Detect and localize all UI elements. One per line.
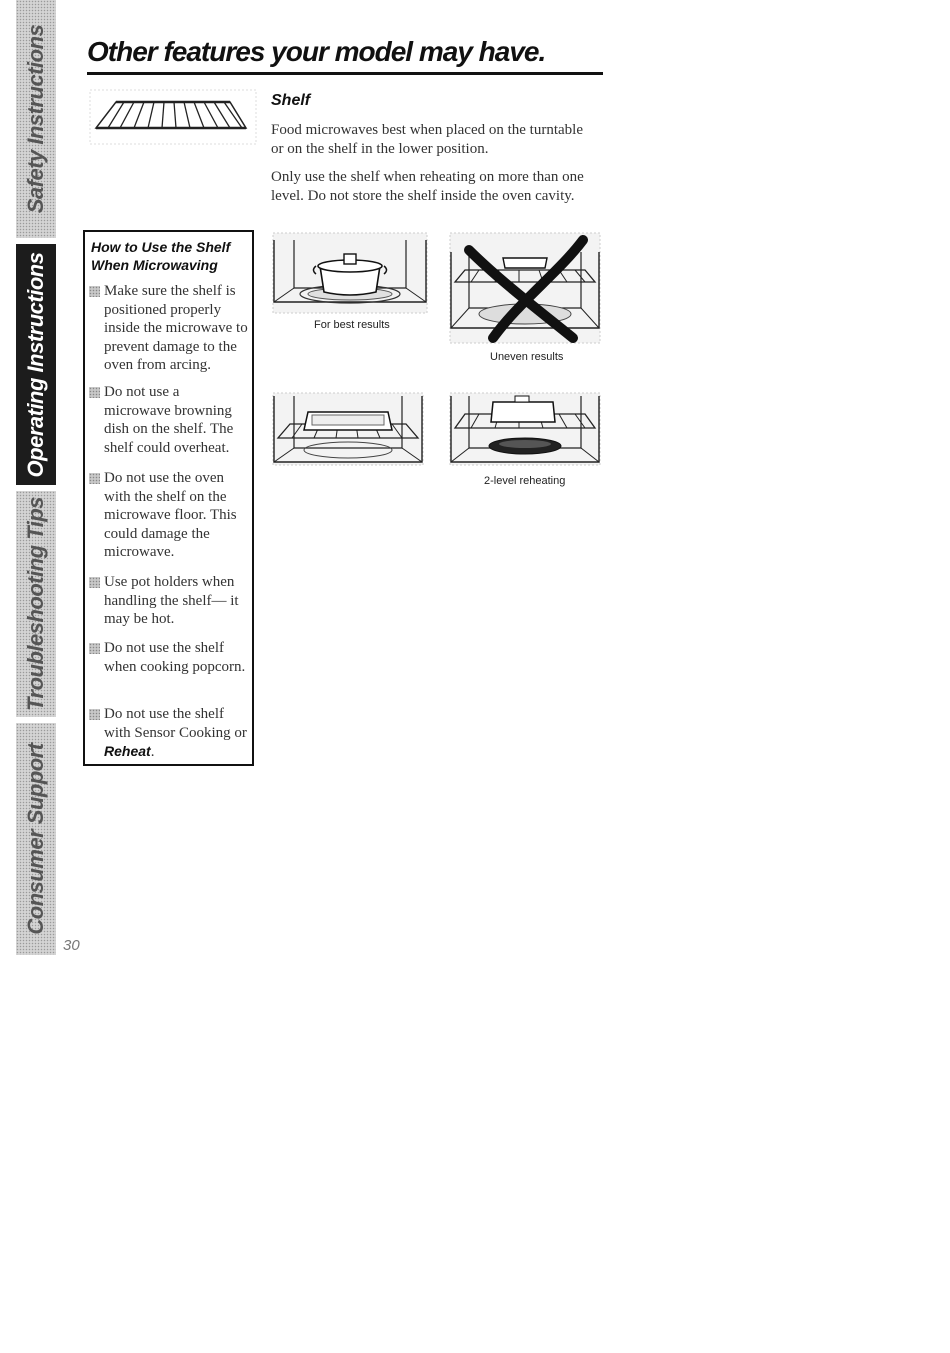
shelf-dish-illustration xyxy=(272,392,424,466)
bullet-square-icon xyxy=(89,709,100,720)
howto-bullet: Do not use the shelf when cooking popcorn. xyxy=(89,639,249,676)
bullet-square-icon xyxy=(89,387,100,398)
two-level-reheating-caption: 2-level reheating xyxy=(484,475,566,487)
shelf-paragraph: Food microwaves best when placed on the turntable or on the shelf in the lower position. xyxy=(271,122,583,157)
bullet-square-icon xyxy=(89,643,100,654)
howto-bullet: Make sure the shelf is positioned properly inside the microwave to prevent damage to the oven from arcing. xyxy=(89,282,249,375)
uneven-results-caption: Uneven results xyxy=(490,351,564,363)
tab-consumer-support[interactable] xyxy=(16,723,56,955)
howto-box xyxy=(83,230,254,766)
tab-label: Troubleshooting Tips xyxy=(23,496,48,712)
title-rule xyxy=(87,72,603,75)
shelf-heading: Shelf xyxy=(271,92,311,109)
bullet-square-icon xyxy=(89,286,100,297)
reheat-emphasis: Reheat xyxy=(104,743,151,759)
bullet-square-icon xyxy=(89,473,100,484)
howto-bullet: Do not use the shelf with Sensor Cooking or Reheat. xyxy=(89,705,249,762)
bullet-square-icon xyxy=(89,577,100,588)
tab-troubleshooting-tips[interactable] xyxy=(16,491,56,717)
tab-safety-instructions[interactable] xyxy=(16,0,56,238)
howto-bullet: Do not use a microwave browning dish on the shelf. The shelf could overheat. xyxy=(89,383,249,457)
shelf-illustration xyxy=(88,88,258,148)
best-results-caption: For best results xyxy=(314,319,390,331)
tab-label: Operating Instructions xyxy=(23,252,48,477)
howto-bullet: Use pot holders when handling the shelf— it may be hot. xyxy=(89,573,249,629)
uneven-results-illustration xyxy=(449,232,601,344)
two-level-reheating-illustration xyxy=(449,392,601,466)
section-tab-strip xyxy=(16,0,56,955)
best-results-illustration xyxy=(272,232,428,314)
tab-operating-instructions[interactable] xyxy=(16,244,56,485)
tab-label: Consumer Support xyxy=(23,743,48,935)
shelf-paragraph: Only use the shelf when reheating on more than one level. Do not store the shelf inside the oven cavity. xyxy=(271,169,584,204)
howto-title: How to Use the Shelf When Microwaving xyxy=(91,239,231,273)
tab-label: Safety Instructions xyxy=(23,24,48,214)
page-title: Other features your model may have. xyxy=(87,36,546,67)
howto-bullet: Do not use the oven with the shelf on the microwave floor. This could damage the microwave. xyxy=(89,469,249,562)
page-number: 30 xyxy=(63,937,80,954)
